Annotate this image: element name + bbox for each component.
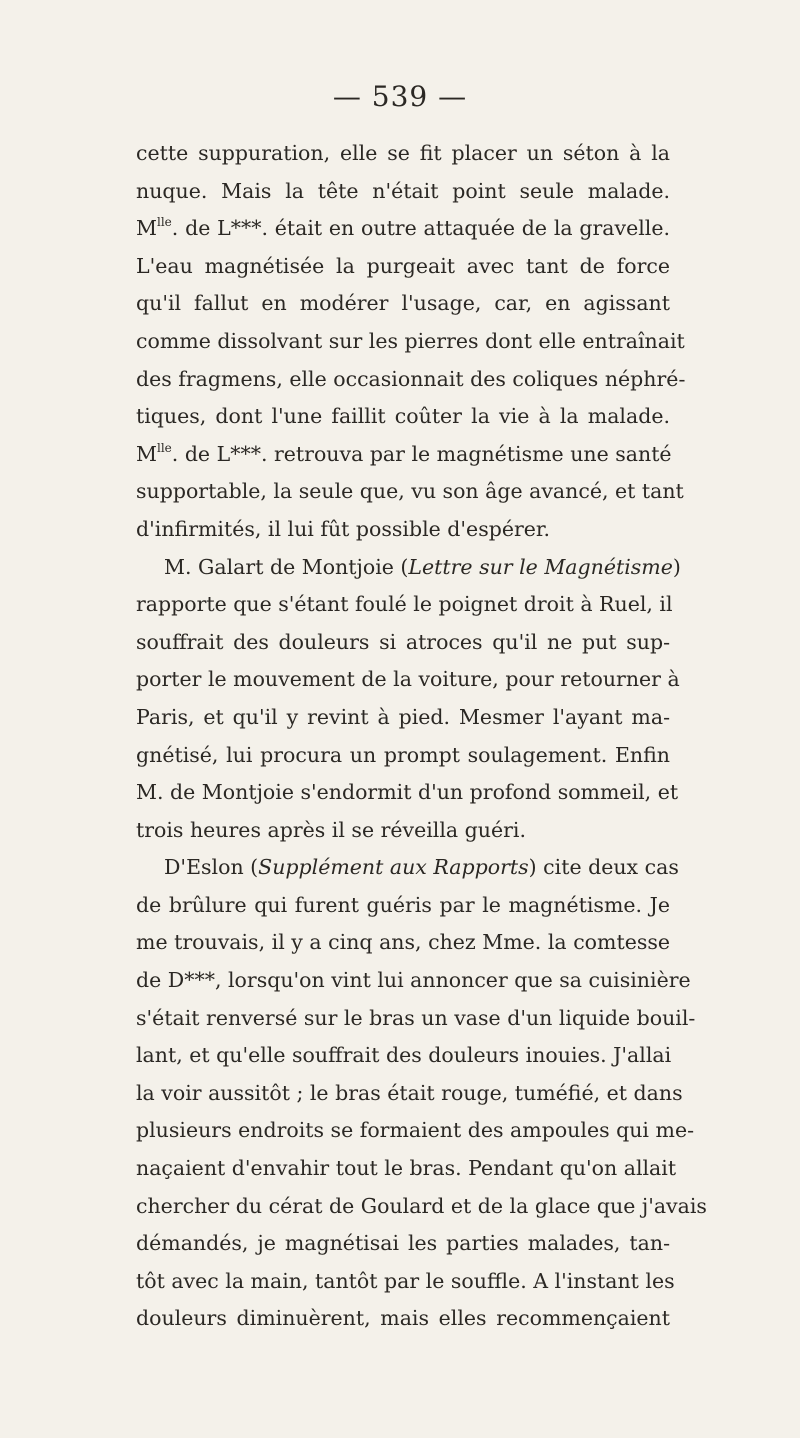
line-text: chercher du cérat de Goulard et de la glace que j'avais: [136, 1193, 707, 1218]
text-line: [136, 1000, 696, 1038]
text-line: [136, 849, 679, 887]
line-text: M. Galart de Montjoie (: [164, 554, 409, 579]
text-line: [136, 661, 680, 699]
text-line: [136, 699, 670, 737]
text-line: [136, 962, 691, 1000]
superscript: lle: [157, 440, 172, 455]
line-text: rapporte que s'étant foulé le poignet droit à Ruel, il: [136, 592, 673, 617]
line-text: . de L***. était en outre attaquée de la gravelle.: [171, 216, 670, 241]
line-text: supportable, la seule que, vu son âge avancé, et tant: [136, 479, 684, 504]
line-text: M: [136, 441, 157, 466]
text-line: [136, 1150, 677, 1188]
superscript: lle: [157, 215, 172, 230]
line-text: porter le mouvement de la voiture, pour retourner à: [136, 667, 680, 692]
line-text: ): [672, 554, 681, 579]
text-line: [136, 1225, 670, 1263]
text-line: [136, 436, 670, 474]
text-line: [136, 924, 670, 962]
page-number: — 539 —: [332, 80, 468, 113]
line-text: me trouvais, il y a cinq ans, chez Mme. la comtesse: [136, 930, 670, 955]
text-line: [136, 1037, 670, 1075]
line-text: d'infirmités, il lui fût possible d'espérer.: [136, 516, 550, 541]
text-line: [136, 737, 670, 775]
text-line: [136, 774, 679, 812]
line-text: souffrait des douleurs si atroces qu'il ne put sup-: [136, 629, 670, 654]
line-text: . de L***. retrouva par le magnétisme une santé: [171, 441, 672, 466]
line-text: tiques, dont l'une faillit coûter la vie à la malade.: [136, 404, 670, 429]
text-line: [136, 812, 670, 850]
text-line: [136, 511, 670, 549]
text-line: [136, 624, 670, 662]
line-text: la voir aussitôt ; le bras était rouge, tuméfié, et dans: [136, 1080, 683, 1105]
text-line: [136, 887, 670, 925]
line-text: de D***, lorsqu'on vint lui annoncer que sa cuisinière: [136, 968, 691, 993]
line-text: tôt avec la main, tantôt par le souffle. A l'instant les: [136, 1268, 675, 1293]
line-text: M. de Montjoie s'endormit d'un profond sommeil, et: [136, 780, 679, 805]
text-line: [136, 173, 670, 211]
line-text: cette suppuration, elle se fit placer un séton à la: [136, 141, 670, 165]
text-line: [136, 1075, 683, 1113]
line-text: ) cite deux cas: [528, 855, 679, 880]
line-text: Paris, et qu'il y revint à pied. Mesmer l'ayant ma-: [136, 704, 670, 729]
body-text: [136, 135, 707, 1338]
text-line: [136, 323, 685, 361]
text-line: [136, 586, 673, 624]
text-line: [136, 1263, 675, 1301]
text-line: [136, 473, 684, 511]
line-text: comme dissolvant sur les pierres dont elle entraînait: [136, 328, 685, 353]
text-line: [136, 1300, 670, 1338]
text-line: [136, 361, 686, 399]
line-text: démandés, je magnétisai les parties malades, tan-: [136, 1231, 670, 1256]
line-text: lant, et qu'elle souffrait des douleurs inouies. J'allai: [136, 1043, 672, 1068]
line-text: D'Eslon (: [164, 855, 259, 880]
line-text: s'était renversé sur le bras un vase d'un liquide bouil-: [136, 1005, 696, 1030]
line-text: trois heures après il se réveilla guéri.: [136, 817, 526, 842]
line-text: L'eau magnétisée la purgeait avec tant de force: [136, 253, 670, 278]
line-text: de brûlure qui furent guéris par le magnétisme. Je: [136, 892, 670, 917]
text-line: [136, 135, 670, 173]
work-title: Lettre sur le Magnétisme: [408, 554, 673, 579]
work-title: Supplément aux Rapports: [258, 855, 529, 880]
text-line: [136, 210, 670, 248]
line-text: plusieurs endroits se formaient des ampoules qui me-: [136, 1118, 695, 1143]
text-line: [136, 285, 670, 323]
text-line: [136, 549, 681, 587]
line-text: des fragmens, elle occasionnait des coliques néphré-: [136, 366, 686, 391]
line-text: gnétisé, lui procura un prompt soulagement. Enfin: [136, 742, 670, 767]
text-line: [136, 248, 670, 286]
line-text: nuque. Mais la tête n'était point seule malade.: [136, 178, 670, 203]
text-line: [136, 398, 670, 436]
line-text: naçaient d'envahir tout le bras. Pendant qu'on allait: [136, 1156, 677, 1181]
line-text: douleurs diminuèrent, mais elles recommençaient: [136, 1306, 670, 1331]
text-line: [136, 1112, 695, 1150]
line-text: qu'il fallut en modérer l'usage, car, en agissant: [136, 291, 670, 316]
line-text: M: [136, 216, 157, 241]
text-line: [136, 1188, 707, 1226]
